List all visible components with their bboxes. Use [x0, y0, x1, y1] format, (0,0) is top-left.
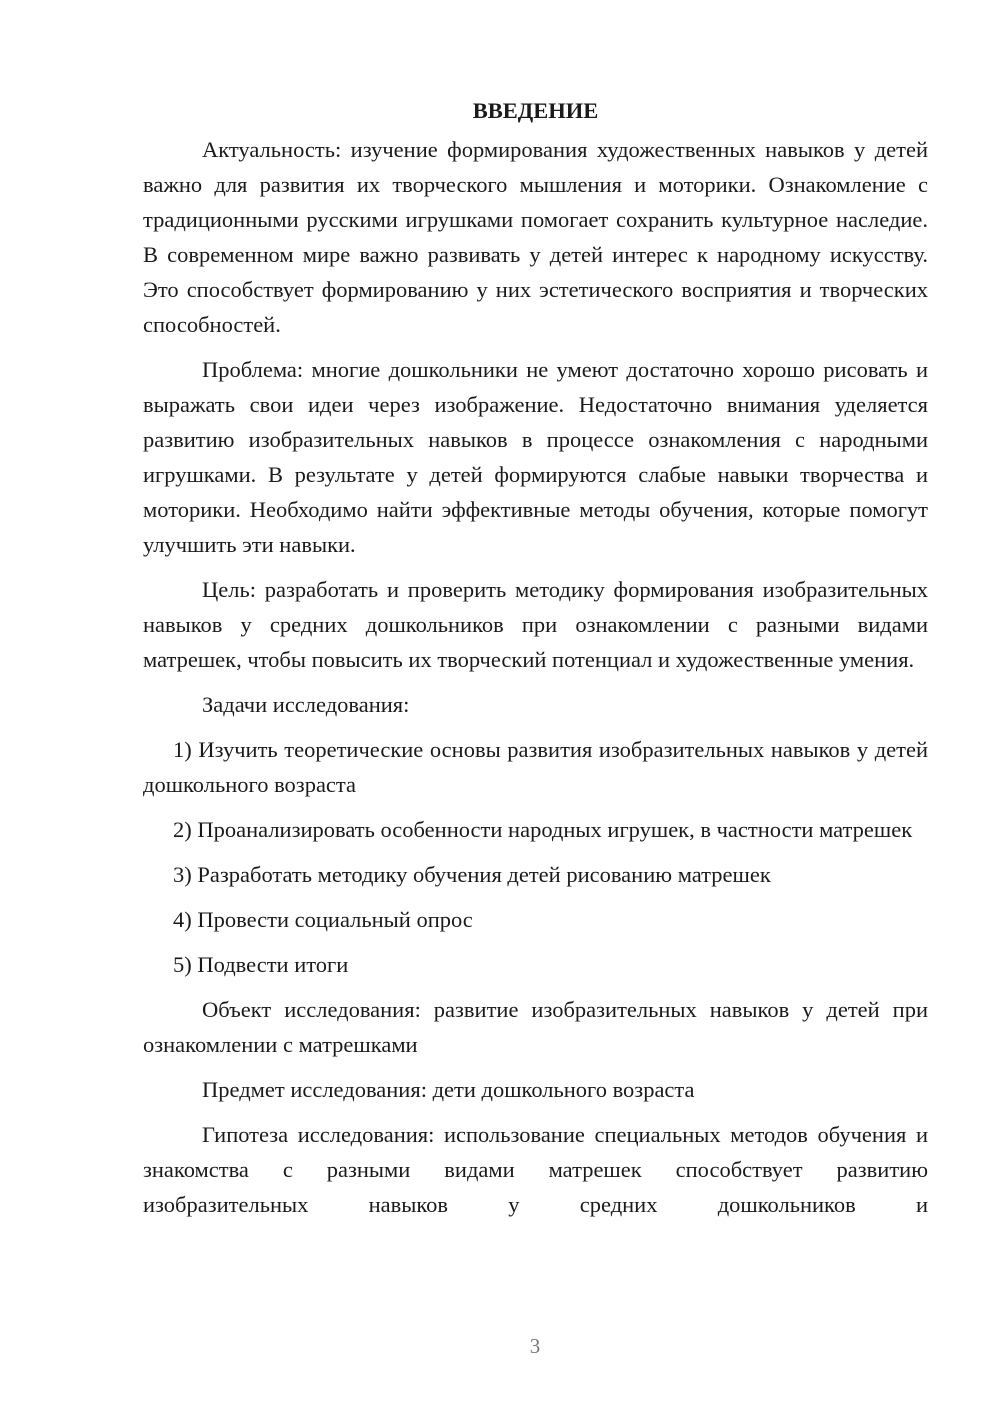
page-number: 3: [529, 1334, 541, 1358]
paragraph-hypothesis: Гипотеза исследования: использование специальных методов обучения и знакомства с разными видами матрешек способствует развитию изобразительных навыков у средних дошкольников и: [143, 1122, 928, 1217]
list-item-task-4: 4) Провести социальный опрос: [173, 907, 473, 932]
list-item-task-1: 1) Изучить теоретические основы развития изобразительных навыков у детей дошкольного возраста: [143, 737, 928, 797]
list-item-task-5: 5) Подвести итоги: [173, 952, 349, 977]
paragraph-goal: Цель: разработать и проверить методику формирования изобразительных навыков у средних дошкольников при ознакомлении с разными видами матрешек, чтобы повысить их творческий потенциал и художественные умения.: [143, 577, 928, 672]
list-item-task-3: 3) Разработать методику обучения детей рисованию матрешек: [173, 862, 771, 887]
paragraph-subject: Предмет исследования: дети дошкольного возраста: [202, 1077, 695, 1102]
paragraph-problem: Проблема: многие дошкольники не умеют достаточно хорошо рисовать и выражать свои идеи через изображение. Недостаточно внимания уделяется развитию изобразительных навыков в процессе ознакомления с народными игрушками. В результате у детей формируются слабые навыки творчества и моторики. Необходимо найти эффективные методы обучения, которые помогут улучшить эти навыки.: [143, 357, 928, 557]
page-title: ВВЕДЕНИЕ: [472, 98, 599, 123]
paragraph-tasks-heading: Задачи исследования:: [202, 692, 410, 717]
paragraph-relevance: Актуальность: изучение формирования художественных навыков у детей важно для развития их творческого мышления и моторики. Ознакомление с традиционными русскими игрушками помогает сохранить культурное наследие. В современном мире важно развивать у детей интерес к народному искусству. Это способствует формированию у них эстетического восприятия и творческих способностей.: [143, 137, 928, 337]
page-content: [143, 96, 928, 1232]
list-item-task-2: 2) Проанализировать особенности народных игрушек, в частности матрешек: [173, 817, 913, 842]
paragraph-object: Объект исследования: развитие изобразительных навыков у детей при ознакомлении с матрешками: [143, 997, 928, 1057]
